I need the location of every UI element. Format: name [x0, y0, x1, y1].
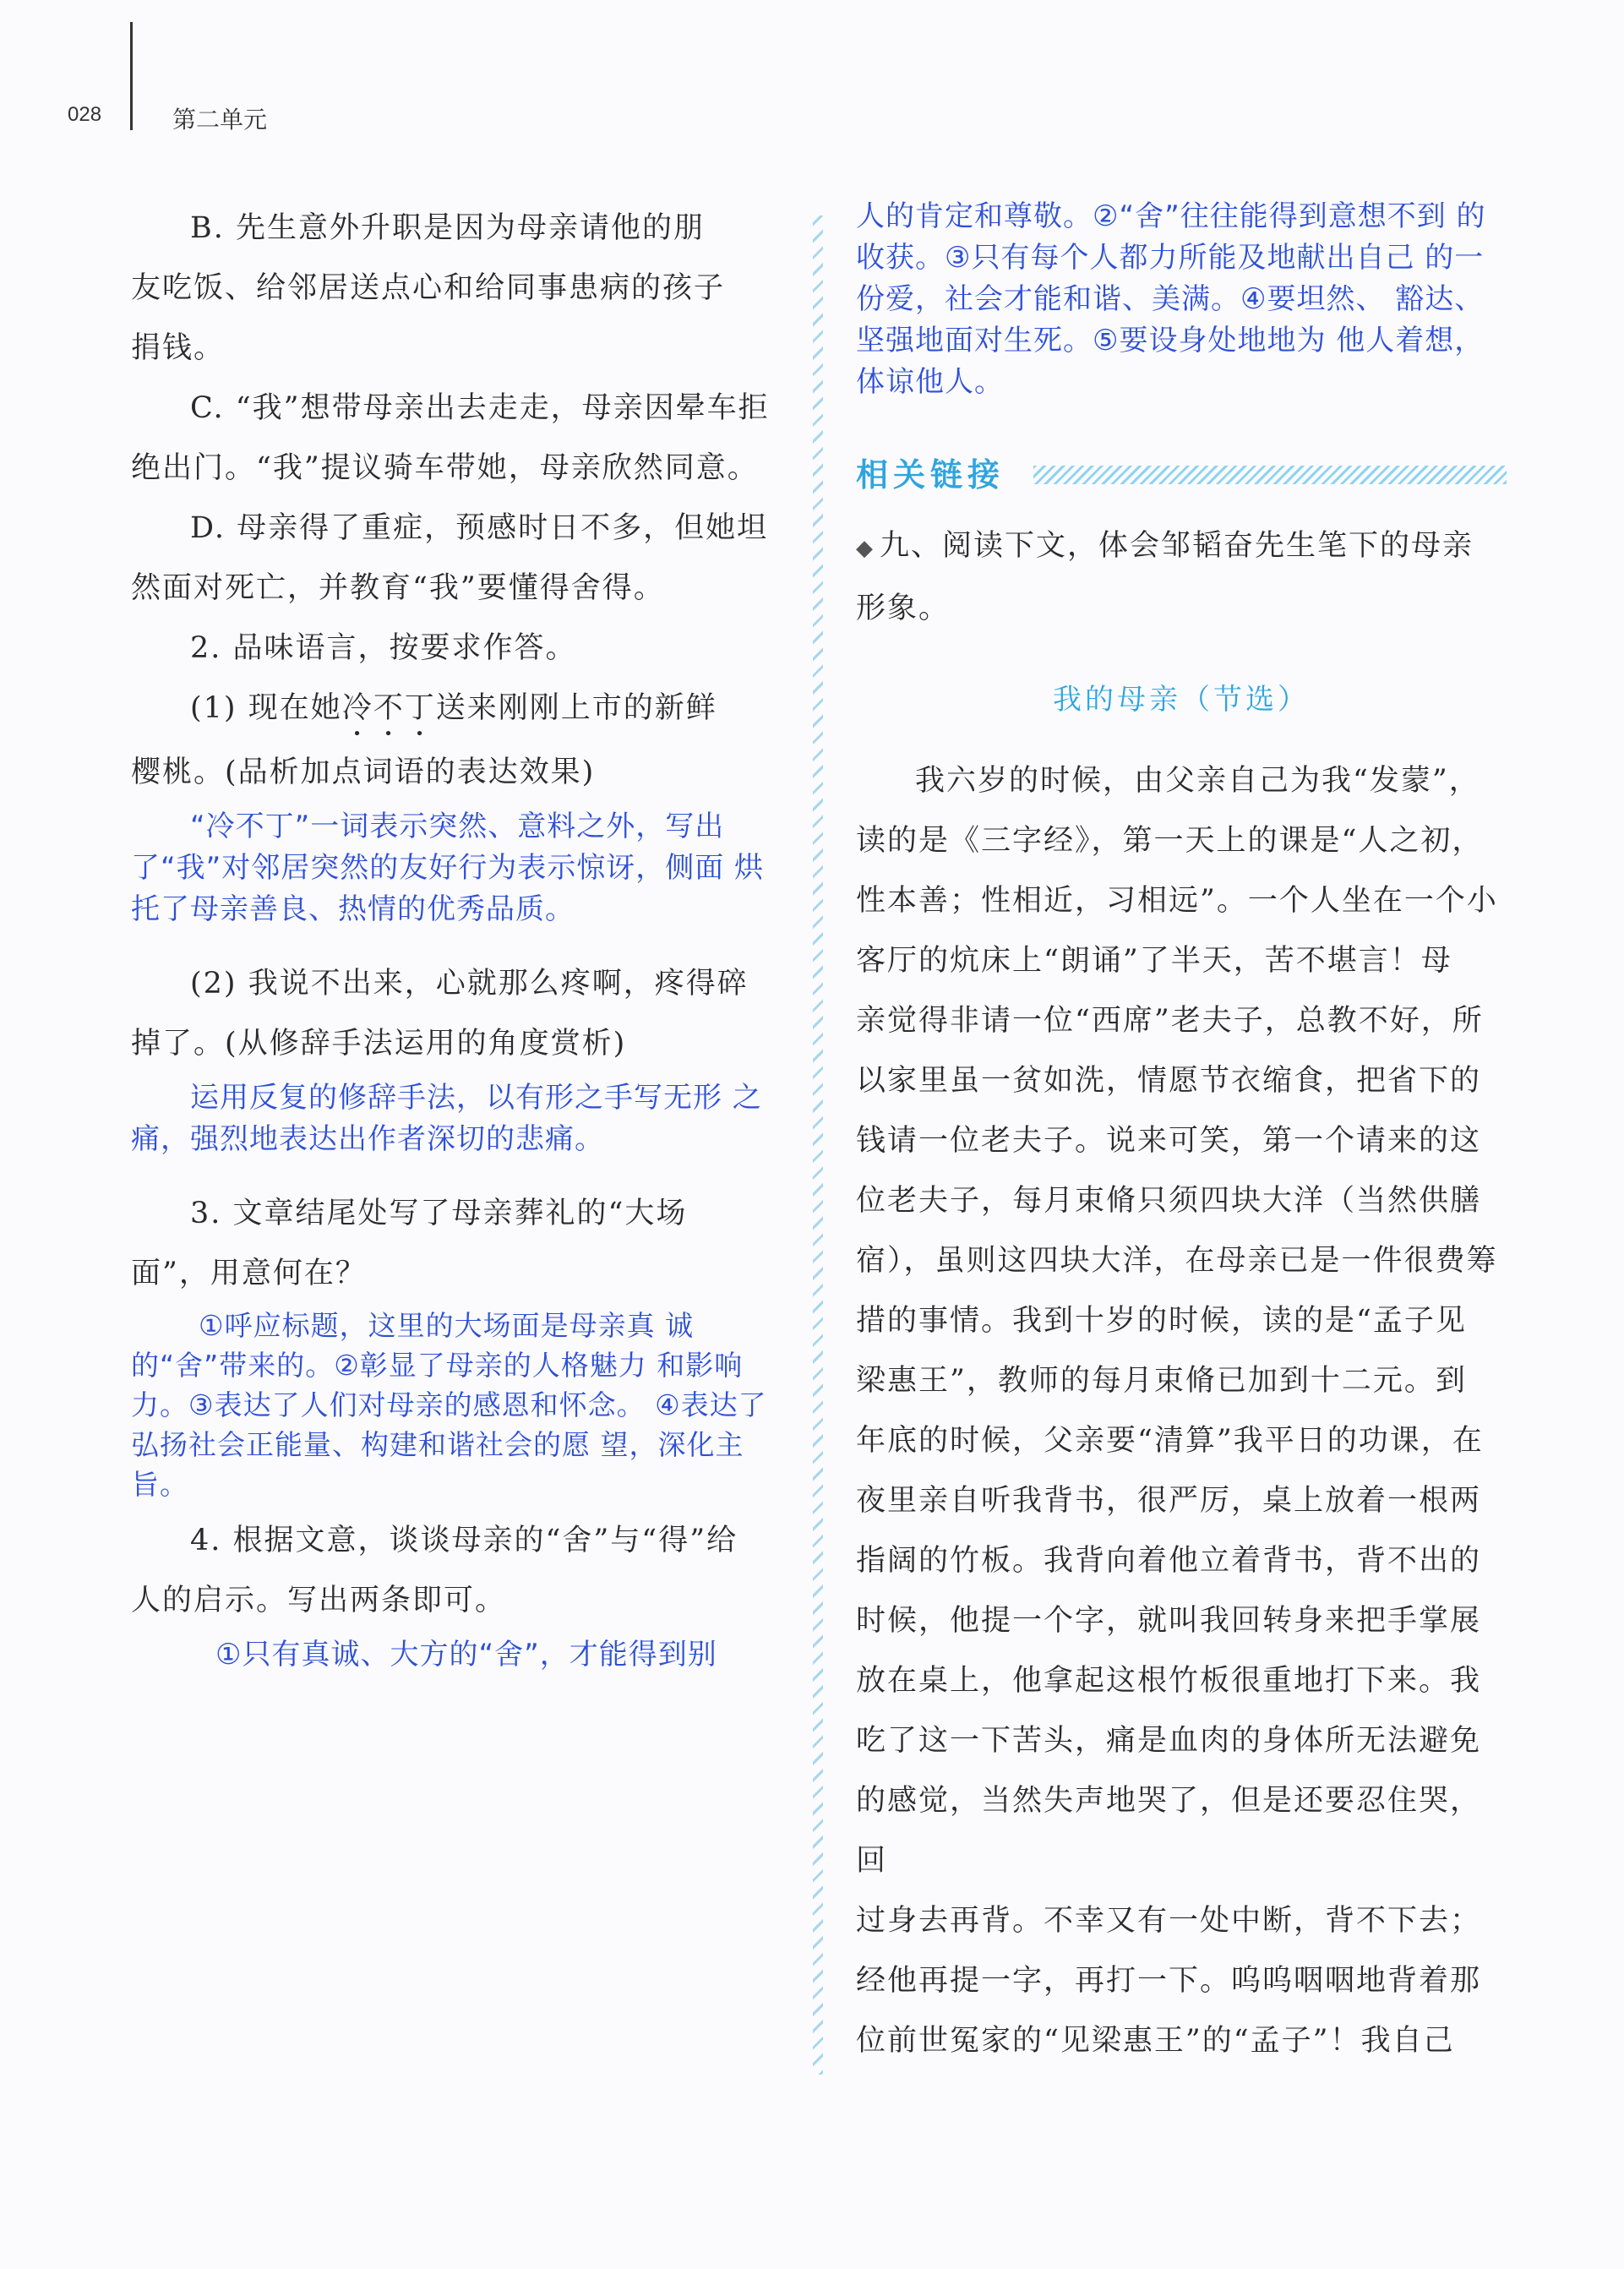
passage-line: 过身去再背。不幸又有一处中断，背不下去； — [856, 1904, 1482, 1938]
answer-line: 他人着想，体谅他人。 — [856, 324, 1485, 399]
answer-line: 烘托了母亲善良、热情的优秀品质。 — [131, 851, 765, 926]
passage-line: 以家里虽一贫如洗，情愿节衣缩食，把省下的 — [856, 1064, 1482, 1098]
question-2-1-line: 樱桃。(品析加点词语的表达效果) — [131, 755, 596, 789]
question-9-text: 九、阅读下文，体会邹韬奋先生笔下的母亲 — [880, 529, 1474, 563]
dotted-word: 冷不丁 — [341, 691, 436, 725]
question-2-2-line: 掉了。(从修辞手法运用的角度赏析) — [131, 1027, 627, 1061]
passage-line: 年底的时候，父亲要“清算”我平日的功课，在 — [856, 1424, 1484, 1458]
passage — [856, 751, 1507, 2071]
right-column — [856, 193, 1507, 2071]
passage-line: 客厅的炕床上“朗诵”了半天，苦不堪言！母 — [856, 944, 1452, 978]
header-divider — [130, 22, 133, 130]
passage-line: 措的事情。我到十岁的时候，读的是“孟子见 — [856, 1304, 1467, 1338]
diamond-icon: ◆ — [856, 536, 875, 561]
answer-line: 诚的“舍”带来的。②彰显了母亲的人格魅力 — [131, 1309, 695, 1382]
left-column — [131, 199, 790, 1672]
question-2: 2. 品味语言，按要求作答。 — [190, 631, 577, 665]
passage-line: 放在桌上，他拿起这根竹板很重地打下来。我 — [856, 1664, 1482, 1698]
passage-line: 吃了这一下苦头，痛是血肉的身体所无法避免 — [856, 1724, 1482, 1758]
answer-line: 的一份爱，社会才能和谐、美满。④要坦然、 — [856, 241, 1485, 316]
passage-line: 位前世冤家的“见梁惠王”的“孟子”！我自己 — [856, 2024, 1455, 2058]
option-d-line: 然面对死亡，并教育“我”要懂得舍得。 — [131, 571, 665, 605]
answer-line: 的收获。③只有每个人都力所能及地献出自己 — [856, 199, 1486, 275]
question-9-line: 形象。 — [856, 592, 951, 625]
question-9-line — [856, 516, 1507, 579]
answer-line: ④表达了弘扬社会正能量、构建和谐社会的愿 — [131, 1388, 767, 1461]
passage-line: 钱请一位老夫子。说来可笑，第一个请来的这 — [856, 1124, 1482, 1158]
q2-1-post: 送来刚刚上市的新鲜 — [435, 691, 717, 725]
answer-line: ①只有真诚、大方的“舍”，才能得到别 — [215, 1638, 717, 1672]
answer-4-continued — [856, 193, 1507, 400]
question-3-line: 面”，用意何在？ — [131, 1257, 367, 1290]
column-divider — [813, 215, 823, 2075]
question-2-1 — [131, 679, 790, 743]
answer-line: 望，深化主旨。 — [131, 1428, 744, 1501]
q2-1-pre: (1) 现在她 — [190, 691, 342, 725]
passage-line: 读的是《三字经》，第一天上的课是“人之初， — [856, 824, 1484, 858]
page-header — [0, 0, 1624, 144]
option-c-line: 绝出门。“我”提议骑车带她，母亲欣然同意。 — [131, 451, 759, 485]
option-b-line: 友吃饭、给邻居送点心和给同事患病的孩子 — [131, 271, 726, 305]
answer-2-1 — [131, 803, 790, 927]
option-c-line: C. “我”想带母亲出去走走，母亲因晕车拒 — [190, 391, 770, 425]
question-2-2-line: (2) 我说不出来，心就那么疼啊，疼得碎 — [190, 967, 749, 1001]
answer-line: 了“我”对邻居突然的友好行为表示惊讶，侧面 — [131, 851, 725, 885]
answer-line: 人的肯定和尊敬。②“舍”往往能得到意想不到 — [856, 199, 1447, 233]
passage-title: 我的母亲（节选） — [1053, 683, 1310, 717]
answer-line: “冷不丁”一词表示突然、意料之外，写出 — [190, 810, 725, 843]
passage-line: 亲觉得非请一位“西席”老夫子，总教不好，所 — [856, 1004, 1484, 1038]
passage-line: 夜里亲自听我背书，很严厉，桌上放着一根两 — [856, 1484, 1482, 1518]
answer-line: 豁达、坚强地面对生死。⑤要设身处地地为 — [856, 282, 1485, 357]
question-3-line: 3. 文章结尾处写了母亲葬礼的“大场 — [190, 1197, 688, 1230]
heading-stripe — [1033, 466, 1507, 484]
option-b-line: B. 先生意外升职是因为母亲请他的朋 — [190, 211, 705, 245]
answer-line: 和影响力。③表达了人们对母亲的感恩和怀念。 — [131, 1349, 744, 1421]
answer-line: ①呼应标题，这里的大场面是母亲真 — [199, 1309, 656, 1342]
page-number: 028 — [68, 103, 102, 126]
answer-3 — [131, 1304, 790, 1503]
option-b-line: 捐钱。 — [131, 331, 226, 365]
passage-line: 时候，他提一个字，就叫我回转身来把手掌展 — [856, 1604, 1482, 1638]
related-links-title: 相关链接 — [856, 456, 1005, 494]
question-4-line: 人的启示。写出两条即可。 — [131, 1584, 507, 1617]
answer-line: 运用反复的修辞手法，以有形之手写无形 — [190, 1081, 722, 1115]
passage-line: 性本善；性相近，习相远”。一个人坐在一个小 — [856, 884, 1498, 918]
answer-4 — [131, 1631, 790, 1672]
passage-line: 梁惠王”，教师的每月束脩已加到十二元。到 — [856, 1364, 1467, 1398]
unit-title: 第二单元 — [172, 106, 268, 134]
answer-2-2 — [131, 1074, 790, 1157]
passage-line: 宿），虽则这四块大洋，在母亲已是一件很费筹 — [856, 1244, 1498, 1278]
passage-line: 指阔的竹板。我背向着他立着背书，背不出的 — [856, 1544, 1482, 1578]
related-links-heading — [856, 442, 1507, 501]
answer-line: 之痛，强烈地表达出作者深切的悲痛。 — [131, 1081, 762, 1156]
question-4-line: 4. 根据文意，谈谈母亲的“舍”与“得”给 — [190, 1524, 738, 1557]
passage-line: 我六岁的时候，由父亲自己为我“发蒙”， — [915, 764, 1480, 798]
option-d-line: D. 母亲得了重症，预感时日不多，但她坦 — [190, 511, 769, 545]
passage-line: 位老夫子，每月束脩只须四块大洋（当然供膳 — [856, 1184, 1482, 1218]
passage-line: 经他再提一字，再打一下。呜呜咽咽地背着那 — [856, 1964, 1482, 1998]
passage-line: 的感觉，当然失声地哭了，但是还要忍住哭，回 — [856, 1784, 1482, 1878]
